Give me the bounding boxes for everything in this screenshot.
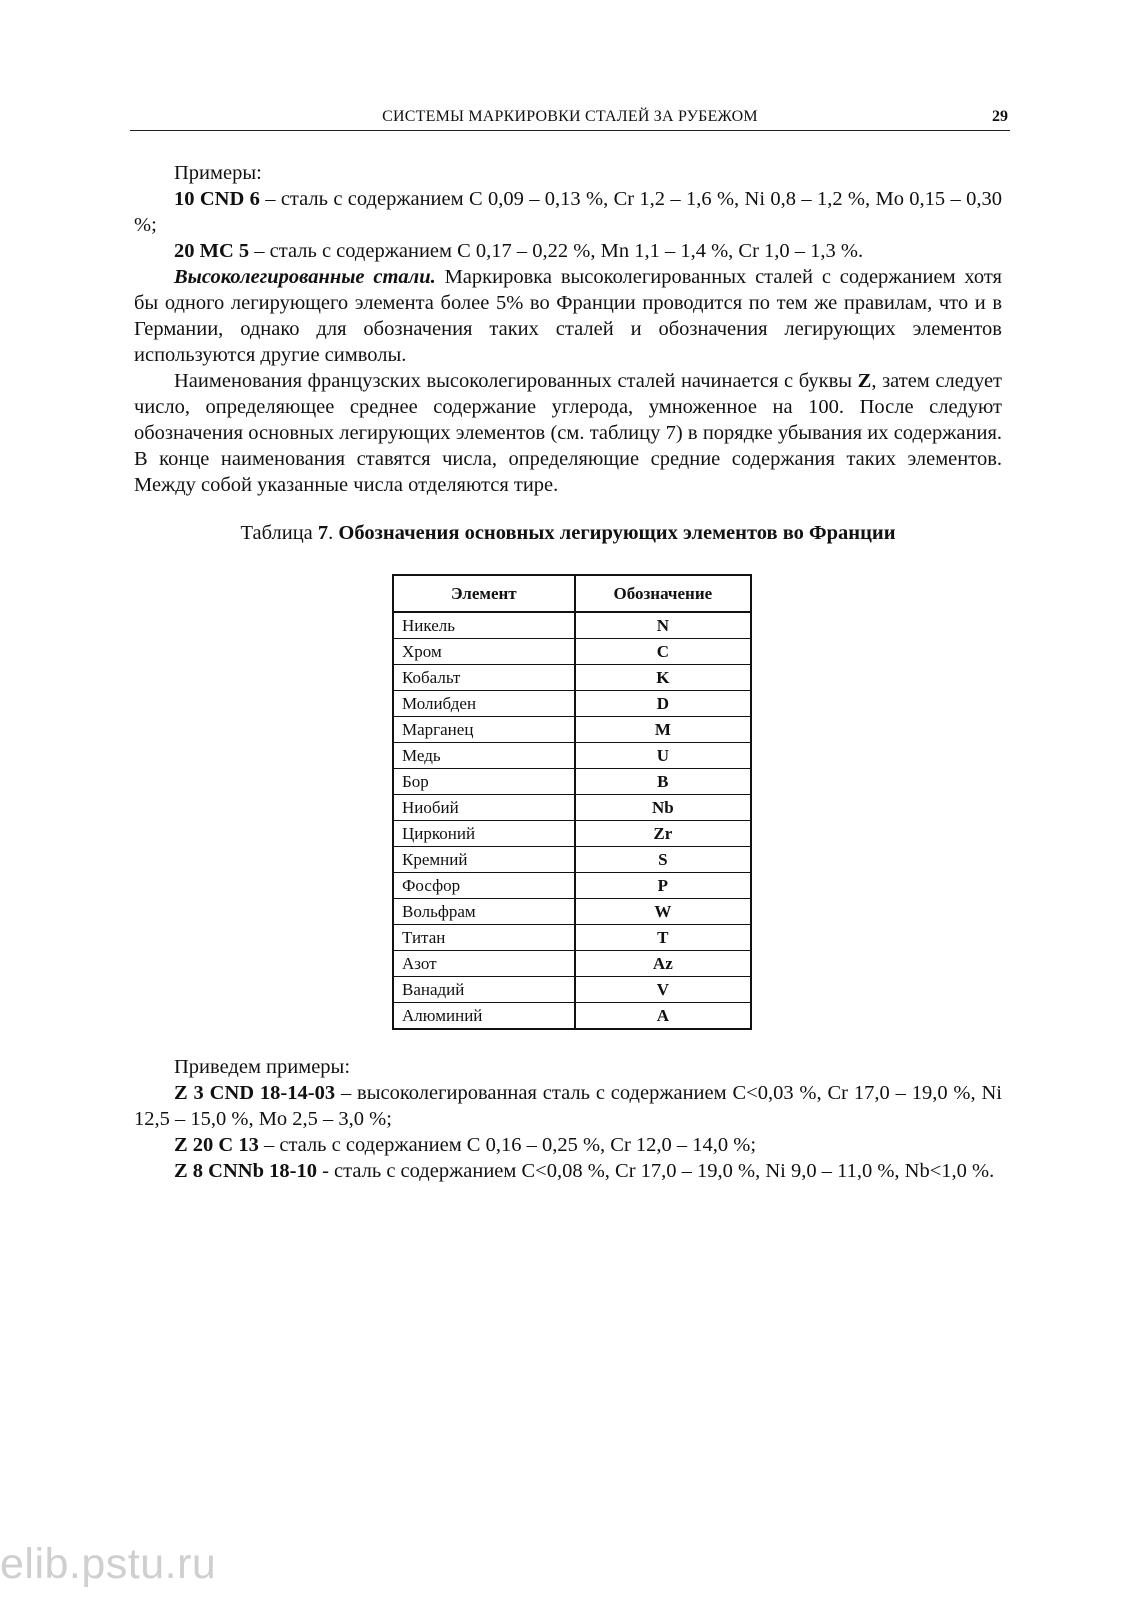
element-code: K	[575, 665, 751, 691]
naming-paragraph	[134, 368, 1002, 498]
element-code: Nb	[575, 795, 751, 821]
examples-heading: Примеры:	[174, 162, 262, 184]
element-name: Азот	[393, 951, 575, 977]
element-name: Медь	[393, 743, 575, 769]
element-name: Марганец	[393, 717, 575, 743]
element-code: B	[575, 769, 751, 795]
example-text: – сталь с содержанием С 0,17 – 0,22 %, Mn 1,1 – 1,4 %, Cr 1,0 – 1,3 %.	[249, 240, 864, 262]
example-paragraph	[134, 186, 1002, 238]
table-row	[393, 743, 751, 769]
element-code: P	[575, 873, 751, 899]
caption-title: Обозначения основных легирующих элементов во Франции	[338, 522, 896, 544]
element-code: A	[575, 1003, 751, 1030]
example-code: Z 8 CNNb 18-10	[174, 1160, 317, 1182]
table-row	[393, 639, 751, 665]
table-header-row	[393, 575, 751, 612]
watermark: elib.pstu.ru	[0, 1540, 217, 1588]
body-text	[134, 160, 1002, 498]
table-row	[393, 977, 751, 1003]
element-name: Ванадий	[393, 977, 575, 1003]
element-code: C	[575, 639, 751, 665]
letter-z: Z	[857, 370, 872, 392]
example-text: – сталь с содержанием С 0,16 – 0,25 %, Cr 12,0 – 14,0 %;	[258, 1134, 757, 1156]
element-code: M	[575, 717, 751, 743]
element-name: Хром	[393, 639, 575, 665]
table-row	[393, 717, 751, 743]
element-name: Кремний	[393, 847, 575, 873]
table-row	[393, 873, 751, 899]
example-text: – высоколегированная сталь с содержанием C<0,03 %, Cr 17,0 – 19,0 %, Ni 12,5 – 15,0 %, Mo 2,5 – 3,0 %;	[134, 1082, 1002, 1130]
example-paragraph	[134, 238, 1002, 264]
example-paragraph	[134, 1158, 1002, 1184]
example-code: Z 20 C 13	[174, 1134, 259, 1156]
example-code: 20 MC 5	[174, 240, 250, 262]
table-row	[393, 847, 751, 873]
table-caption	[134, 522, 1002, 545]
table-row	[393, 795, 751, 821]
paragraph-text: Наименования французских высоколегированных сталей начинается с буквы	[174, 370, 858, 392]
paragraph-text: , затем следует число, определяющее среднее содержание углерода, умноженное на 100. После следуют обозначения основных легирующих элементов (см. таблицу 7) в порядке убывания их содержания. В конце наименования ставятся числа, определяющие средние содержания таких элементов. Между собой указанные числа отделяются тире.	[134, 370, 1002, 496]
table-row	[393, 925, 751, 951]
element-code: N	[575, 612, 751, 639]
example-text: - сталь с содержанием С<0,08 %, Cr 17,0 – 19,0 %, Ni 9,0 – 11,0 %, Nb<1,0 %.	[316, 1160, 995, 1182]
element-code: T	[575, 925, 751, 951]
elements-table	[392, 574, 752, 1030]
example-text: – сталь с содержанием С 0,09 – 0,13 %, Cr 1,2 – 1,6 %, Ni 0,8 – 1,2 %, Mo 0,15 – 0,30 %;	[134, 188, 1002, 236]
paragraph-text: Маркировка высоколегированных сталей с содержанием хотя бы одного легирующего элемента более 5% во Франции проводится по тем же правилам, что и в Германии, однако для обозначения таких сталей и обозначения легирующих элементов используются другие символы.	[134, 266, 1002, 366]
example-paragraph	[134, 1132, 1002, 1158]
element-name: Алюминий	[393, 1003, 575, 1030]
example-code: 10 CND 6	[174, 188, 260, 210]
column-header-code: Обозначение	[575, 575, 751, 612]
element-code: D	[575, 691, 751, 717]
caption-number: 7	[317, 522, 329, 544]
high-alloy-paragraph	[134, 264, 1002, 368]
paragraph-lead: Высоколегированные стали.	[174, 266, 436, 288]
examples-heading: Приведем примеры:	[174, 1056, 351, 1078]
example-code: Z 3 CND 18-14-03	[174, 1082, 336, 1104]
element-code: Az	[575, 951, 751, 977]
column-header-element: Элемент	[393, 575, 575, 612]
running-header	[130, 104, 1010, 131]
table-row	[393, 1003, 751, 1030]
element-name: Фосфор	[393, 873, 575, 899]
table-row	[393, 769, 751, 795]
element-name: Никель	[393, 612, 575, 639]
caption-sep: .	[328, 522, 339, 544]
table-row	[393, 665, 751, 691]
table-row	[393, 899, 751, 925]
element-code: S	[575, 847, 751, 873]
example-paragraph	[134, 1080, 1002, 1132]
element-code: V	[575, 977, 751, 1003]
running-title: СИСТЕМЫ МАРКИРОВКИ СТАЛЕЙ ЗА РУБЕЖОМ	[382, 108, 758, 125]
page-number: 29	[992, 108, 1008, 125]
table-row	[393, 821, 751, 847]
element-name: Вольфрам	[393, 899, 575, 925]
element-name: Молибден	[393, 691, 575, 717]
table-row	[393, 951, 751, 977]
table-row	[393, 612, 751, 639]
element-name: Ниобий	[393, 795, 575, 821]
table-row	[393, 691, 751, 717]
element-name: Титан	[393, 925, 575, 951]
element-name: Кобальт	[393, 665, 575, 691]
element-code: Zr	[575, 821, 751, 847]
element-code: W	[575, 899, 751, 925]
element-name: Цирконий	[393, 821, 575, 847]
element-name: Бор	[393, 769, 575, 795]
examples-block	[134, 1054, 1002, 1184]
caption-prefix: Таблица	[240, 522, 318, 544]
element-code: U	[575, 743, 751, 769]
